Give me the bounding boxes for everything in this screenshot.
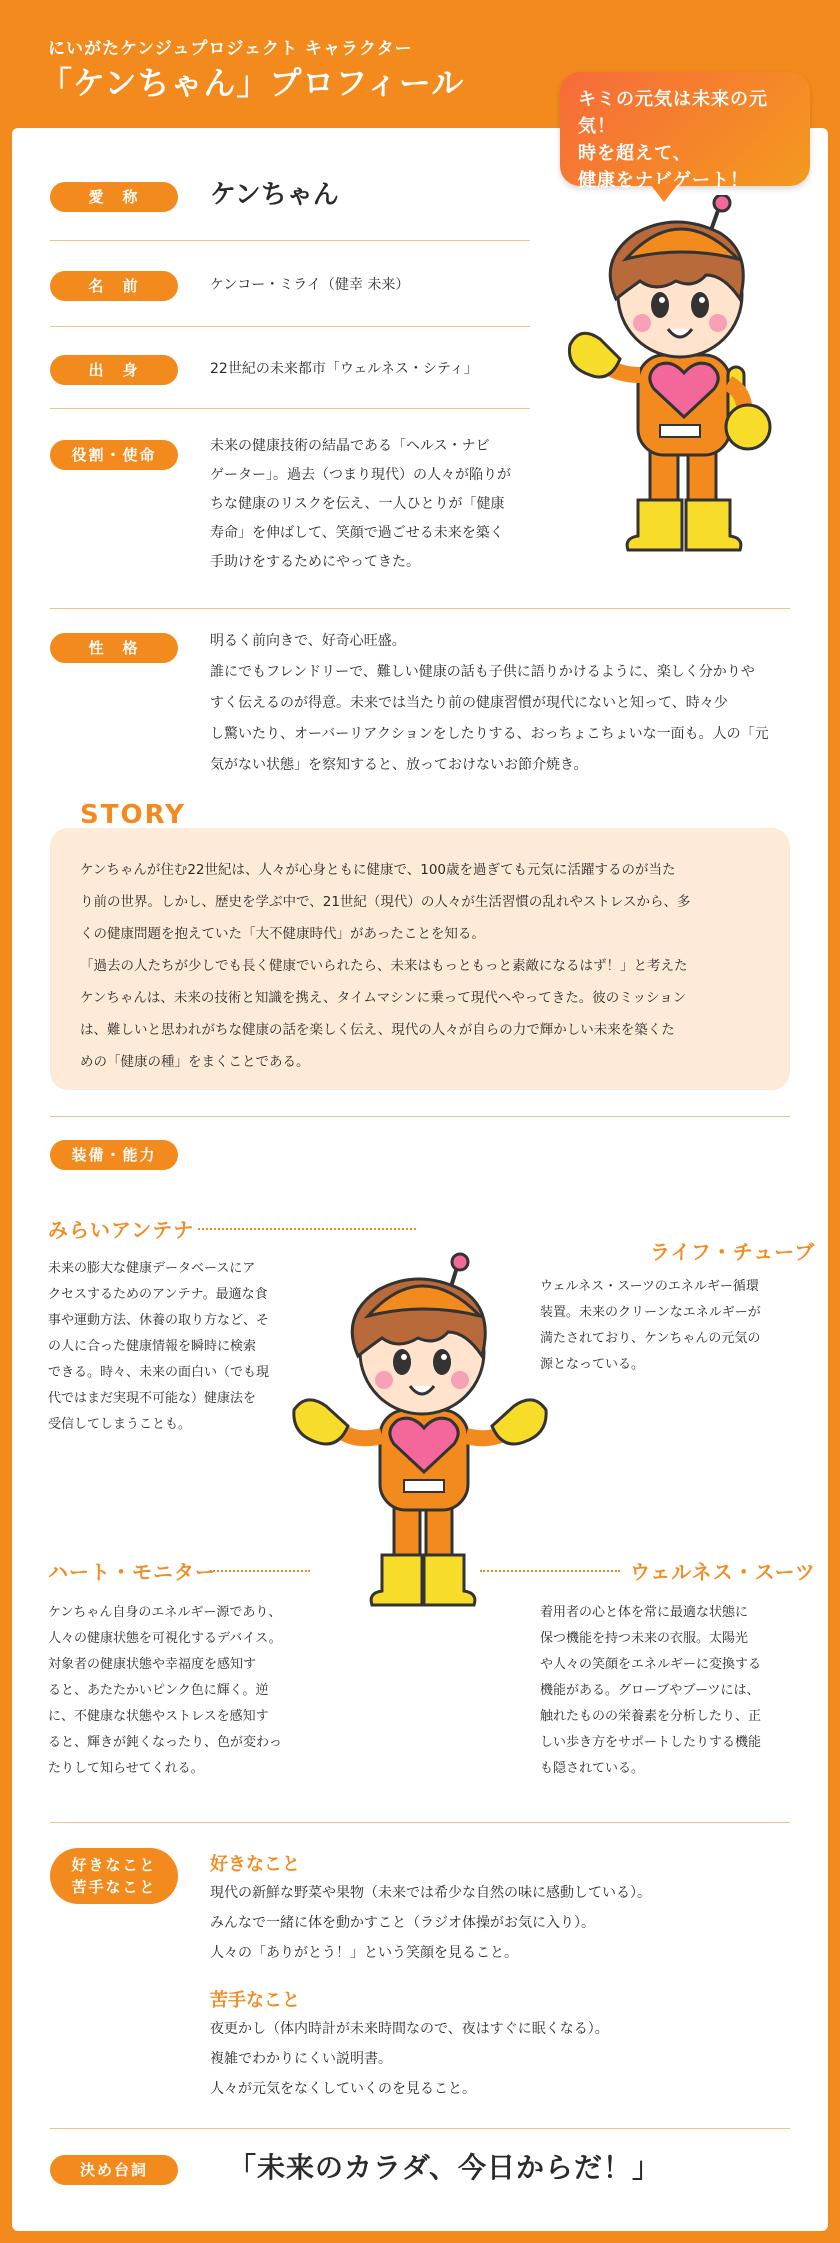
divider <box>50 408 530 409</box>
story-line: は、難しいと思われがちな健康の話を楽しく伝え、現代の人々が自らの力で輝かしい未来を築くた <box>80 1022 675 1038</box>
bubble-line: 時を超えて、 <box>578 143 692 164</box>
label-nickname: 愛 称 <box>50 182 178 212</box>
story-box <box>50 828 790 1090</box>
speech-bubble <box>560 72 810 191</box>
story-line: ケンちゃんが住む22世紀は、人々が心身ともに健康で、100歳を過ぎても元気に活躍するのが当た <box>80 862 676 878</box>
label-origin: 出 身 <box>50 355 178 385</box>
role-line: ゲーター」。過去（つまり現代）の人々が陥りが <box>210 467 511 483</box>
role-line: 寿命」を伸ばして、笑顔で過ごせる未来を築く <box>210 525 504 541</box>
list-item: 人々が元気をなくしていくのを見ること。 <box>210 2081 476 2097</box>
suit-line: 触れたものの栄養素を分析したり、正 <box>540 1709 762 1724</box>
label-likes-dislikes <box>50 1848 178 1904</box>
ken-chan-character-illustration <box>290 1250 550 1620</box>
suit-line: 着用者の心と体を常に最適な状態に <box>540 1605 749 1620</box>
tube-line: 満たされており、ケンちゃんの元気の <box>540 1331 761 1346</box>
likes-list <box>210 1878 651 1968</box>
bubble-line: 健康をナビゲート！ <box>578 170 749 191</box>
story-title: STORY <box>80 800 186 830</box>
antenna-line: 事や運動方法、休養の取り方など、そ <box>48 1313 270 1328</box>
leader-line <box>198 1228 416 1230</box>
label-name: 名 前 <box>50 271 178 301</box>
divider <box>50 1116 790 1117</box>
heart-monitor-line: に、不健康な状態やストレスを感知す <box>48 1709 269 1724</box>
antenna-line: 未来の膨大な健康データベースにア <box>48 1261 256 1276</box>
name-value: ケンコー・ミライ（健幸 未来） <box>210 277 410 293</box>
antenna-text <box>48 1256 269 1438</box>
likes-heading: 好きなこと <box>210 1854 300 1875</box>
heart-monitor-line: ケンちゃん自身のエネルギー源であり、 <box>48 1605 282 1620</box>
list-item: 複雑でわかりにくい説明書。 <box>210 2051 392 2067</box>
ken-chan-character-illustration <box>560 195 800 565</box>
suit-line: 機能がある。グローブやブーツには、 <box>540 1683 760 1698</box>
divider <box>50 2128 790 2129</box>
label-role: 役割・使命 <box>50 440 178 470</box>
personality-value <box>210 626 769 781</box>
label-catchphrase: 決め台詞 <box>50 2155 178 2185</box>
antenna-line: 代ではまだ実現不可能な）健康法を <box>48 1391 257 1406</box>
tube-line: 源となっている。 <box>540 1357 645 1372</box>
story-line: めの「健康の種」をまくことである。 <box>80 1054 310 1070</box>
personality-line: すく伝えるのが得意。未来では当たり前の健康習慣が現代にないと知って、時々少 <box>210 695 728 711</box>
heart-monitor-line: たりして知らせてくれる。 <box>48 1761 204 1776</box>
origin-value: 22世紀の未来都市「ウェルネス・シティ」 <box>210 361 478 377</box>
suit-text <box>540 1600 761 1782</box>
antenna-line: できる。時々、未来の面白い（でも現 <box>48 1365 270 1380</box>
bubble-line: キミの元気は未来の元気！ <box>578 89 768 137</box>
story-line: くの健康問題を抱えていた「大不健康時代」があったことを知る。 <box>80 926 485 942</box>
suit-line: や人々の笑顔をエネルギーに変換する <box>540 1657 762 1672</box>
role-line: ちな健康のリスクを伝え、一人ひとりが「健康 <box>210 496 505 512</box>
antenna-line: の人に合った健康情報を瞬時に検索 <box>48 1339 257 1354</box>
list-item: 現代の新鮮な野菜や果物（未来では希少な自然の味に感動している）。 <box>210 1885 651 1901</box>
heart-monitor-line: 対象者の健康状態や幸福度を感知す <box>48 1657 257 1672</box>
nickname-value: ケンちゃん <box>210 180 339 210</box>
list-item: 夜更かし（体内時計が未来時間なので、夜はすぐに眠くなる）。 <box>210 2021 609 2037</box>
antenna-title: みらいアンテナ <box>48 1218 195 1242</box>
tube-line: 装置。未来のクリーンなエネルギーが <box>540 1305 761 1320</box>
personality-line: し驚いたり、オーバーリアクションをしたりする、おっちょこちょいな一面も。人の「元 <box>210 726 769 742</box>
tube-title: ライフ・チューブ <box>650 1240 816 1264</box>
label-personality: 性 格 <box>50 633 178 663</box>
suit-line: も隠されている。 <box>540 1761 645 1776</box>
list-item: みんなで一緒に体を動かすこと（ラジオ体操がお気に入り）。 <box>210 1915 595 1931</box>
role-line: 手助けをするためにやってきた。 <box>210 554 420 570</box>
antenna-line: クセスするためのアンテナ。最適な食 <box>48 1287 268 1302</box>
divider <box>50 608 790 609</box>
heart-monitor-line: ると、輝きが鈍くなったり、色が変わっ <box>48 1735 282 1750</box>
divider <box>50 240 530 241</box>
tube-line: ウェルネス・スーツのエネルギー循環 <box>540 1279 759 1294</box>
dislikes-list <box>210 2014 609 2104</box>
label-dislikes-line: 苦手なこと <box>71 1878 157 1896</box>
heart-monitor-line: ると、あたたかいピンク色に輝く。逆 <box>48 1683 269 1698</box>
role-value <box>210 432 511 577</box>
heart-monitor-text <box>48 1600 282 1782</box>
heart-monitor-line: 人々の健康状態を可視化するデバイス。 <box>48 1631 282 1646</box>
leader-line <box>210 1570 310 1572</box>
story-line: 「過去の人たちが少しでも長く健康でいられたら、未来はもっともっと素敵になるはず！」と考えた <box>80 958 688 974</box>
tube-text <box>540 1274 761 1378</box>
divider <box>50 326 530 327</box>
list-item: 人々の「ありがとう！」という笑顔を見ること。 <box>210 1945 518 1961</box>
personality-line: 明るく前向きで、好奇心旺盛。 <box>210 633 406 649</box>
suit-line: しい歩き方をサポートしたりする機能 <box>540 1735 762 1750</box>
suit-title: ウェルネス・スーツ <box>630 1560 816 1584</box>
personality-line: 気がない状態」を察知すると、放っておけないお節介焼き。 <box>210 757 588 773</box>
label-equipment: 装備・能力 <box>50 1140 178 1170</box>
dislikes-heading: 苦手なこと <box>210 1990 300 2011</box>
leader-line <box>480 1570 620 1572</box>
suit-line: 保つ機能を持つ未来の衣服。太陽光 <box>540 1631 749 1646</box>
page-subtitle: にいがたケンジュプロジェクト キャラクター <box>48 39 413 59</box>
role-line: 未来の健康技術の結晶である「ヘルス・ナビ <box>210 438 490 454</box>
story-line: り前の世界。しかし、歴史を学ぶ中で、21世紀（現代）の人々が生活習慣の乱れやストレスから、多 <box>80 894 691 910</box>
story-line: ケンちゃんは、未来の技術と知識を携え、タイムマシンに乗って現代へやってきた。彼のミッション <box>80 990 687 1006</box>
divider <box>50 1822 790 1823</box>
antenna-line: 受信してしまうことも。 <box>48 1417 192 1432</box>
heart-monitor-title: ハート・モニター <box>48 1560 216 1584</box>
personality-line: 誰にでもフレンドリーで、難しい健康の話も子供に語りかけるように、楽しく分かりや <box>210 664 755 680</box>
catchphrase-value: 「未来のカラダ、今日からだ！」 <box>228 2151 662 2184</box>
page-title: 「ケンちゃん」プロフィール <box>40 64 465 102</box>
label-likes-line: 好きなこと <box>71 1856 157 1874</box>
